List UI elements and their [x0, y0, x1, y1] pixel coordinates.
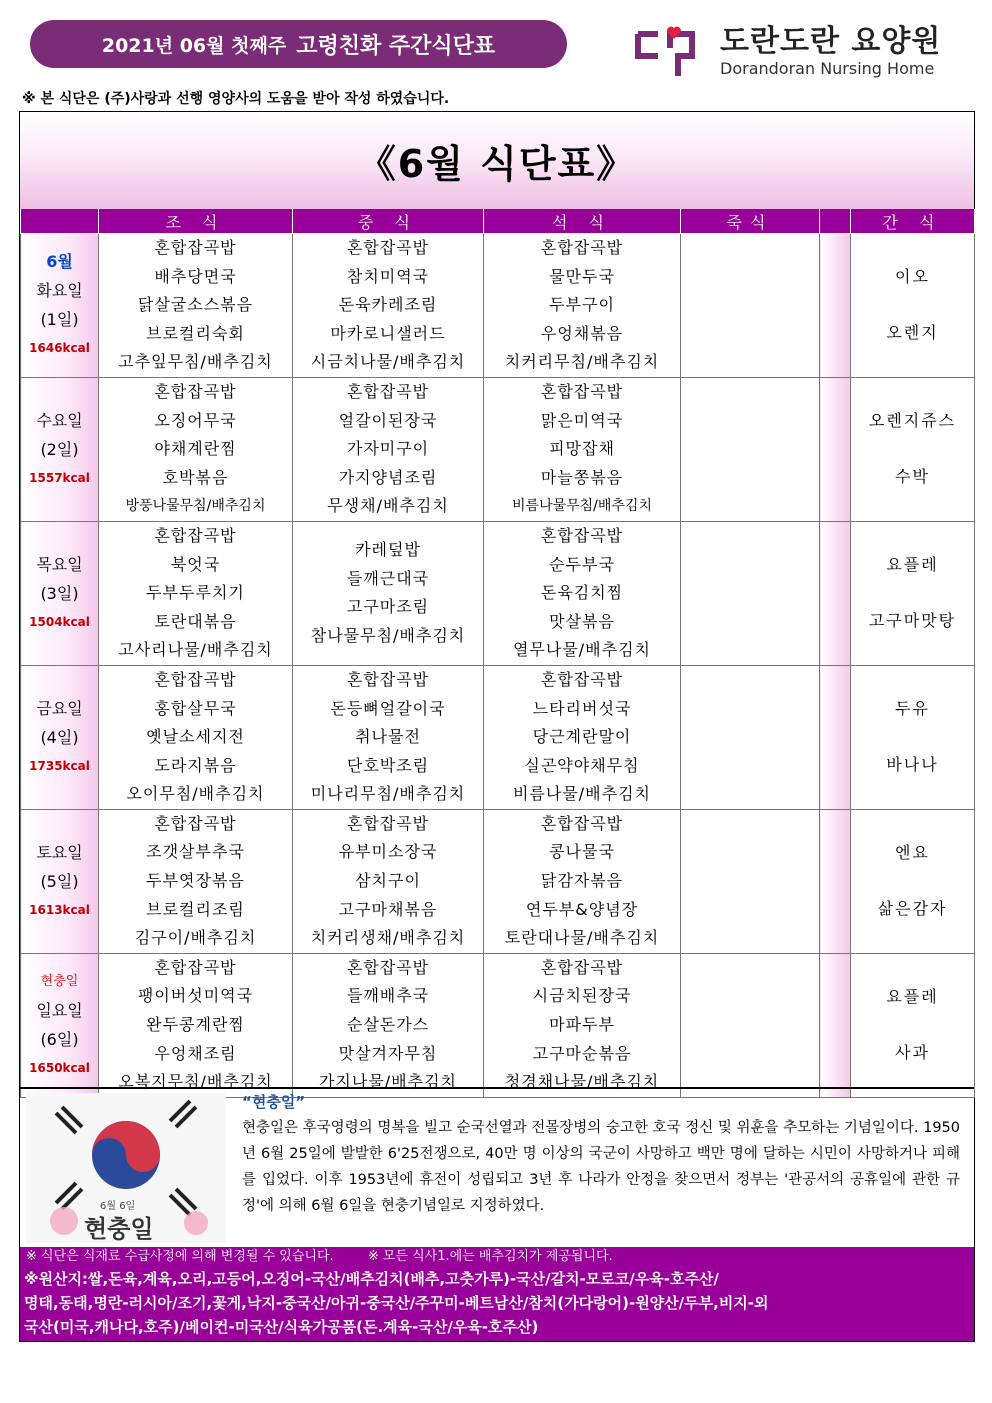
menu-item: 혼합잡곡밥: [540, 957, 624, 977]
day-kcal: 1613kcal: [29, 902, 90, 917]
dinner-cell: [484, 665, 681, 809]
logo: [634, 24, 974, 84]
header-dinner: 석 식: [484, 209, 681, 234]
menu-item: 삼치구이: [355, 871, 421, 891]
menu-item: 방풍나물무침/배추김치: [125, 498, 266, 515]
weekly-menu-table: [20, 209, 975, 1098]
dinner-cell: [484, 234, 681, 378]
menu-item: 얼갈이된장국: [338, 410, 438, 430]
day-kcal: 1557kcal: [29, 470, 90, 485]
menu-item: 혼합잡곡밥: [540, 813, 624, 833]
header-spacer: [820, 209, 851, 234]
dinner-cell: [484, 377, 681, 521]
day-name: 수요일: [36, 410, 83, 430]
menu-item: 우엉채조림: [154, 1043, 237, 1063]
footer-notes: [20, 1247, 974, 1267]
menu-frame: [19, 111, 975, 1342]
day-date: (2일): [40, 439, 79, 459]
dinner-cell: [484, 953, 681, 1097]
origin-info: [20, 1267, 974, 1341]
menu-item: 혼합잡곡밥: [346, 381, 430, 401]
porridge-cell: [681, 377, 820, 521]
menu-item: 혼합잡곡밥: [154, 381, 237, 401]
menu-item: 열무나물/배추김치: [512, 640, 652, 660]
breakfast-cell: [99, 809, 293, 953]
menu-item: 고추잎무침/배추김치: [118, 352, 273, 372]
menu-item: 토란대볶음: [154, 611, 237, 631]
menu-item: 청경채나물/배추김치: [504, 1072, 660, 1092]
snack-cell: [851, 377, 975, 521]
spacer-cell: [820, 234, 851, 378]
porridge-cell: [681, 953, 820, 1097]
snack-cell: [851, 809, 975, 953]
menu-item: 혼합잡곡밥: [154, 525, 237, 545]
week-title-badge: [30, 20, 567, 68]
menu-item: 김구이/배추김치: [134, 928, 257, 948]
day-date: (1일): [40, 310, 79, 330]
day-cell: [21, 665, 99, 809]
menu-item: 참치미역국: [346, 266, 430, 286]
menu-item: 야채계란찜: [154, 439, 237, 459]
snack-item: 고구마맛탕: [868, 611, 957, 631]
logo-name: 도란도란 요양원: [720, 24, 942, 59]
porridge-cell: [681, 234, 820, 378]
snack-item: 바나나: [886, 755, 939, 775]
snack-item: 삶은감자: [877, 899, 948, 919]
table-row: [21, 665, 975, 809]
day-name: 금요일: [36, 698, 83, 718]
menu-item: 순살돈가스: [346, 1015, 430, 1035]
menu-item: 혼합잡곡밥: [540, 381, 624, 401]
snack-cell: [851, 234, 975, 378]
snack-item: 사과: [895, 1043, 930, 1063]
day-cell: [21, 377, 99, 521]
lunch-cell: [293, 809, 484, 953]
menu-item: 토란대나물/배추김치: [504, 928, 660, 948]
menu-item: 취나물전: [355, 727, 421, 747]
image-caption: 현충일: [84, 1214, 154, 1243]
menu-item: 혼합잡곡밥: [540, 238, 624, 257]
spacer-cell: [820, 809, 851, 953]
day-kcal: 1504kcal: [29, 614, 90, 629]
menu-item: 치커리생채/배추김치: [310, 928, 466, 948]
menu-item: 치커리무침/배추김치: [504, 352, 660, 372]
menu-item: 시금치된장국: [532, 986, 632, 1006]
dinner-cell: [484, 521, 681, 665]
badge-prefix: 2021년 06월 첫째주: [101, 34, 287, 57]
menu-item: 비름나물/배추김치: [512, 784, 652, 804]
memorial-section: [20, 1087, 974, 1249]
menu-item: 두부두루치기: [146, 583, 245, 603]
menu-item: 미나리무침/배추김치: [310, 784, 466, 804]
menu-item: 오징어무국: [154, 410, 237, 430]
menu-item: 조갯살부추국: [146, 842, 245, 862]
menu-item: 도라지볶음: [154, 755, 237, 775]
breakfast-cell: [99, 377, 293, 521]
memorial-day-image: [26, 1093, 226, 1243]
lunch-cell: [293, 953, 484, 1097]
image-caption-small: 6월 6일: [100, 1201, 136, 1212]
snack-item: 오렌지: [886, 323, 939, 343]
menu-item: 고구마조림: [346, 597, 430, 617]
menu-item: 물만두국: [549, 266, 615, 286]
menu-item: 오복지무침/배추김치: [118, 1072, 273, 1092]
table-row: [21, 377, 975, 521]
menu-item: 돈등뼈얼갈이국: [330, 698, 446, 718]
day-cell: [21, 234, 99, 378]
day-top-label: 현충일: [40, 974, 79, 990]
menu-item: 옛날소세지전: [146, 727, 245, 747]
menu-item: 참나물무침/배추김치: [310, 626, 466, 646]
menu-item: 혼합잡곡밥: [540, 669, 624, 689]
snack-cell: [851, 665, 975, 809]
lunch-cell: [293, 665, 484, 809]
table-row: [21, 953, 975, 1097]
porridge-cell: [681, 665, 820, 809]
memorial-text: 현충일은 후국영령의 명복을 빌고 순국선열과 전몰장병의 숭고한 호국 정신 및 위훈을 추모하는 기념일이다. 1950년 6월 25일에 발발한 6'25전쟁으로, 40만 명 이상의 국군이 사망하고 백만 명에 달하는 시민이 사망하거나 피해를 입었다. 이후 1953년에 휴전이 성립되고 3년 후 나라가 안정을 찾으면서 정부는 '관공서의 공휴일에 관한 규정'에 의해 6월 6일을 현충기념일로 지정하였다.: [242, 1120, 960, 1214]
footer-note-change: ※ 식단은 식재료 수급사정에 의해 변경될 수 있습니다.: [26, 1249, 334, 1264]
menu-item: 혼합잡곡밥: [346, 813, 430, 833]
menu-item: 고구마순볶음: [532, 1043, 632, 1063]
menu-item: 마늘쫑볶음: [540, 467, 624, 487]
menu-item: 가지양념조림: [338, 467, 438, 487]
day-cell: [21, 809, 99, 953]
breakfast-cell: [99, 521, 293, 665]
header-porridge: 죽식: [681, 209, 820, 234]
menu-item: 연두부&양념장: [525, 899, 639, 919]
day-name: 화요일: [36, 281, 83, 301]
lunch-cell: [293, 377, 484, 521]
snack-item: 요플레: [886, 987, 939, 1007]
menu-item: 들깨근대국: [346, 568, 430, 588]
snack-item: 요플레: [886, 555, 939, 575]
menu-item: 시금치나물/배추김치: [310, 352, 466, 372]
snack-item: 수박: [895, 467, 930, 487]
porridge-cell: [681, 809, 820, 953]
badge-main: 고령친화 주간식단표: [296, 33, 496, 59]
breakfast-cell: [99, 234, 293, 378]
day-name: 일요일: [36, 1001, 83, 1021]
memorial-title: “현충일”: [242, 1093, 306, 1111]
footer-note-kimchi: ※ 모든 식사1.에는 배추김치가 제공됩니다.: [367, 1249, 613, 1264]
menu-item: 팽이버섯미역국: [137, 986, 254, 1006]
lunch-cell: [293, 521, 484, 665]
menu-item: 완두콩계란찜: [146, 1015, 245, 1035]
menu-item: 돈육김치찜: [540, 583, 624, 603]
snack-item: 이오: [895, 267, 930, 287]
spacer-cell: [820, 665, 851, 809]
menu-item: 브로컬리조림: [146, 899, 245, 919]
nutritionist-note: ※ 본 식단은 (주)사랑과 선행 영양사의 도움을 받아 작성 하였습니다.: [22, 91, 450, 107]
logo-subtitle: Dorandoran Nursing Home: [720, 59, 935, 78]
menu-item: 혼합잡곡밥: [346, 957, 430, 977]
menu-item: 우엉채볶음: [540, 323, 624, 343]
menu-item: 혼합잡곡밥: [154, 813, 237, 833]
menu-item: 배추당면국: [154, 266, 237, 286]
spacer-cell: [820, 377, 851, 521]
menu-item: 가자미구이: [346, 439, 430, 459]
day-date: (6일): [40, 1030, 79, 1050]
menu-item: 비름나물무침/배추김치: [512, 498, 652, 515]
menu-item: 가지나물/배추김치: [318, 1072, 458, 1092]
menu-item: 마카로니샐러드: [330, 323, 446, 343]
menu-item: 맛살겨자무침: [338, 1043, 438, 1063]
menu-item: 혼합잡곡밥: [154, 669, 237, 689]
snack-item: 오렌지쥬스: [868, 411, 957, 431]
day-date: (3일): [40, 583, 79, 603]
header-lunch: 중 식: [293, 209, 484, 234]
day-kcal: 1646kcal: [29, 341, 90, 356]
menu-item: 두부구이: [549, 295, 615, 315]
snack-item: 엔요: [895, 843, 930, 863]
menu-item: 혼합잡곡밥: [154, 957, 237, 977]
menu-item: 닭감자볶음: [540, 871, 624, 891]
origin-line-3: 국산(미국,캐나다,호주)/베이컨-미국산/식육가공품(돈.계육-국산/우육-호주산): [24, 1318, 539, 1336]
menu-item: 실곤약야채무침: [524, 755, 640, 775]
menu-item: 혼합잡곡밥: [154, 238, 237, 257]
menu-item: 브로컬리숙회: [146, 323, 245, 343]
menu-item: 순두부국: [549, 554, 615, 574]
header-breakfast: 조 식: [99, 209, 293, 234]
origin-line-2: 명태,동태,명란-러시아/조기,꽃게,낙지-중국산/아귀-중국산/주꾸미-베트남산/참치(가다랑어)-원양산/두부,비지-외: [24, 1294, 769, 1312]
menu-body: [21, 234, 975, 1098]
spacer-cell: [820, 521, 851, 665]
menu-item: 피망잡채: [549, 439, 615, 459]
table-row: [21, 521, 975, 665]
menu-item: 홍합살무국: [154, 698, 237, 718]
menu-item: 느타리버섯국: [532, 698, 632, 718]
table-row: [21, 809, 975, 953]
menu-item: 단호박조림: [346, 755, 430, 775]
menu-item: 혼합잡곡밥: [540, 525, 624, 545]
breakfast-cell: [99, 665, 293, 809]
menu-item: 두부엿장볶음: [146, 871, 245, 891]
menu-item: 무생채/배추김치: [327, 496, 449, 516]
menu-item: 오이무침/배추김치: [126, 784, 265, 804]
day-top-label: 6월: [46, 252, 73, 272]
breakfast-cell: [99, 953, 293, 1097]
menu-item: 북엇국: [170, 554, 221, 574]
lunch-cell: [293, 234, 484, 378]
snack-cell: [851, 521, 975, 665]
snack-cell: [851, 953, 975, 1097]
header-snack: 간 식: [851, 209, 975, 234]
logo-mark-icon: [634, 26, 712, 82]
menu-item: 혼합잡곡밥: [346, 238, 430, 257]
day-name: 토요일: [36, 842, 83, 862]
menu-title: 《6월 식단표》: [20, 112, 974, 209]
menu-item: 맑은미역국: [540, 410, 624, 430]
menu-item: 돈육카레조림: [338, 295, 438, 315]
day-kcal: 1735kcal: [29, 758, 90, 773]
menu-item: 마파두부: [549, 1015, 615, 1035]
day-kcal: 1650kcal: [29, 1061, 90, 1076]
menu-item: 호박볶음: [162, 467, 229, 487]
origin-line-1: ※원산지:쌀,돈육,계육,오리,고등어,오징어-국산/배추김치(배추,고춧가루)-국산/갈치-모로코/우육-호주산/: [24, 1270, 719, 1288]
menu-item: 혼합잡곡밥: [346, 669, 430, 689]
menu-item: 닭살굴소스볶음: [137, 295, 254, 315]
day-cell: [21, 953, 99, 1097]
table-header-row: [21, 209, 975, 234]
menu-item: 카레덮밥: [355, 540, 421, 560]
menu-item: 들깨배추국: [346, 986, 430, 1006]
porridge-cell: [681, 521, 820, 665]
header-day: [21, 209, 99, 234]
snack-item: 두유: [895, 699, 930, 719]
menu-item: 당근계란말이: [532, 727, 632, 747]
menu-item: 고구마채볶음: [338, 899, 438, 919]
dinner-cell: [484, 809, 681, 953]
spacer-cell: [820, 953, 851, 1097]
day-date: (5일): [40, 871, 79, 891]
menu-item: 고사리나물/배추김치: [118, 640, 273, 660]
menu-item: 유부미소장국: [338, 842, 438, 862]
menu-item: 콩나물국: [549, 842, 615, 862]
menu-item: 맛살볶음: [549, 611, 615, 631]
table-row: [21, 234, 975, 378]
day-cell: [21, 521, 99, 665]
day-name: 목요일: [36, 554, 83, 574]
day-date: (4일): [40, 727, 79, 747]
